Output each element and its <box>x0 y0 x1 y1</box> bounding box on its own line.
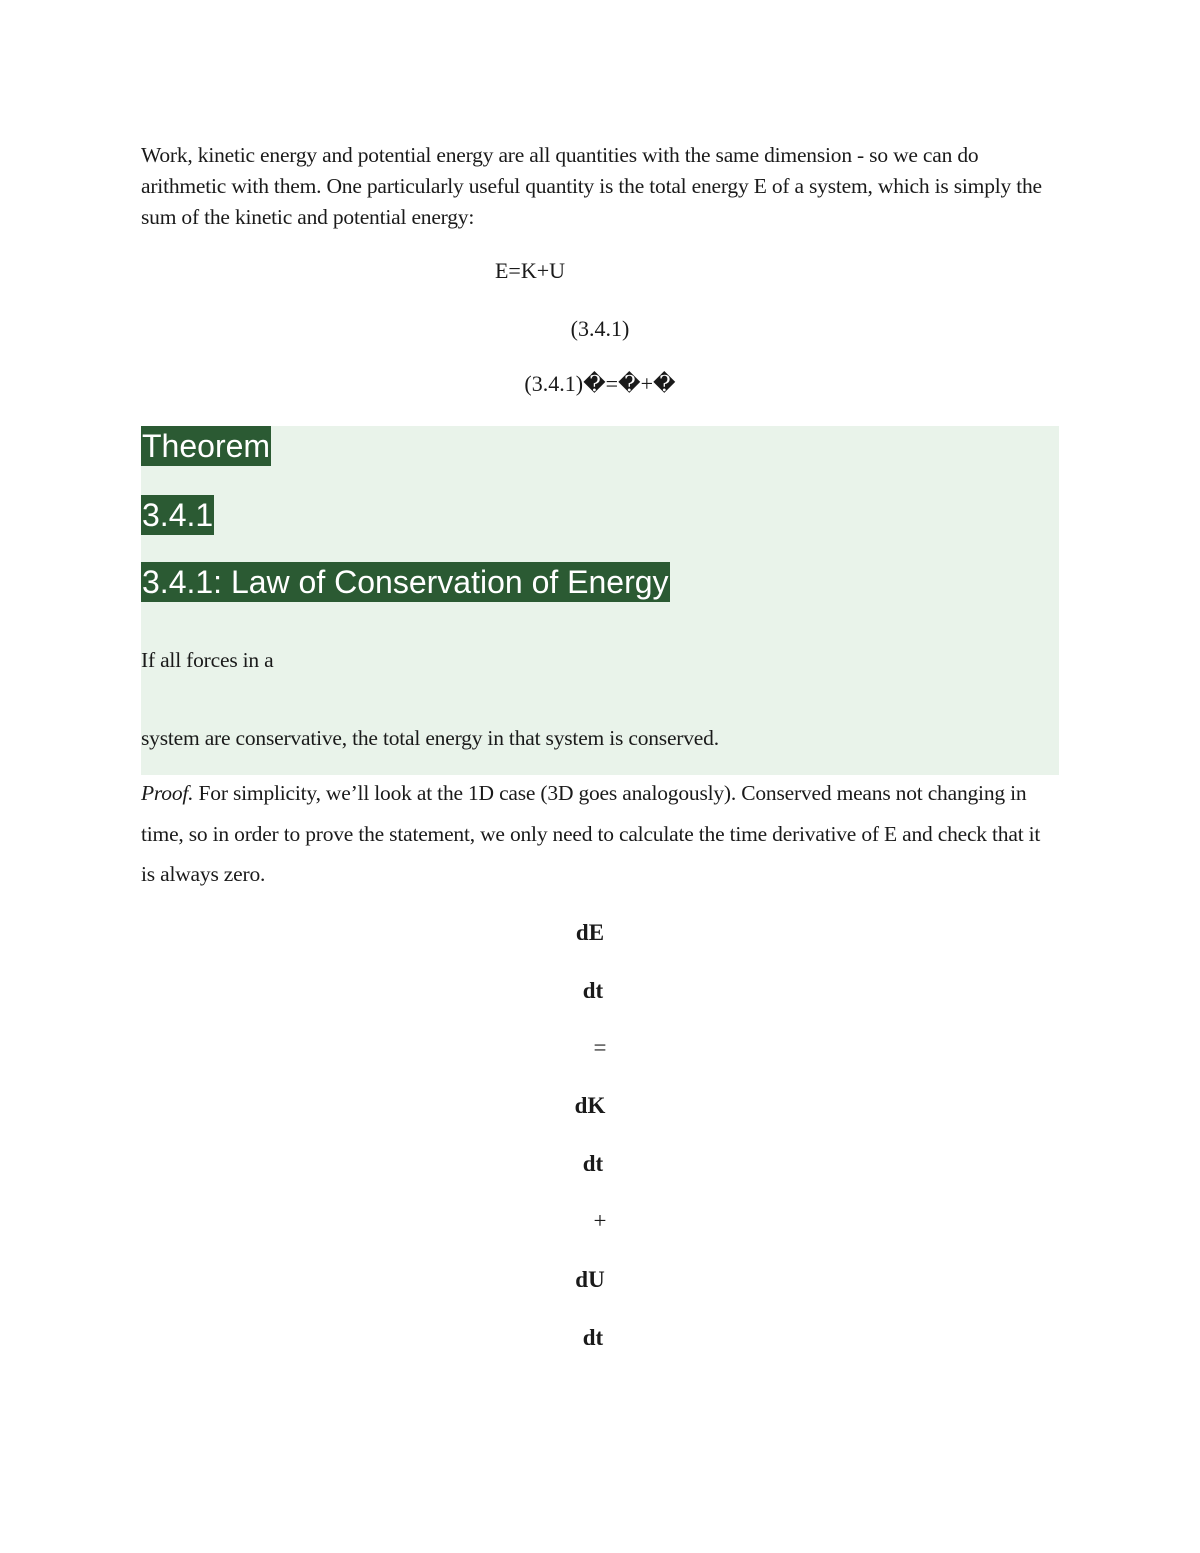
theorem-number: 3.4.1 <box>142 497 214 533</box>
proof-lead: Proof. <box>141 781 194 805</box>
deriv-plus: + <box>593 1208 607 1233</box>
deriv-dt-3: dt <box>582 1325 604 1350</box>
deriv-dt-2: dt <box>582 1151 604 1176</box>
equation-fallback-text: (3.4.1)�=�+� <box>524 371 676 396</box>
theorem-title: 3.4.1: Law of Conservation of Energy <box>142 564 669 600</box>
deriv-equals: = <box>593 1035 607 1060</box>
deriv-du: dU <box>575 1267 605 1292</box>
theorem-statement-line2: system are conservative, the total energy in that system is conserved. <box>141 726 719 750</box>
equation-number: (3.4.1) <box>570 316 630 341</box>
intro-paragraph: Work, kinetic energy and potential energy are all quantities with the same dimension - so we can do arithmetic with them. One particularly useful quantity is the total energy E of a system, which is simply the sum of the kinetic and potential energy: <box>141 143 1042 229</box>
equation-energy-sum: E=K+U <box>494 258 566 283</box>
deriv-dk: dK <box>574 1093 606 1118</box>
theorem-statement-line1: If all forces in a <box>141 648 274 672</box>
proof-text: For simplicity, we’ll look at the 1D case (3D goes analogously). Conserved means not changing in time, so in order to prove the statement, we only need to calculate the time derivative of E and check that it is always zero. <box>141 781 1041 886</box>
deriv-de: dE <box>575 920 605 945</box>
deriv-dt-1: dt <box>582 978 604 1003</box>
proof-paragraph <box>141 773 1051 895</box>
theorem-label: Theorem <box>142 428 271 464</box>
